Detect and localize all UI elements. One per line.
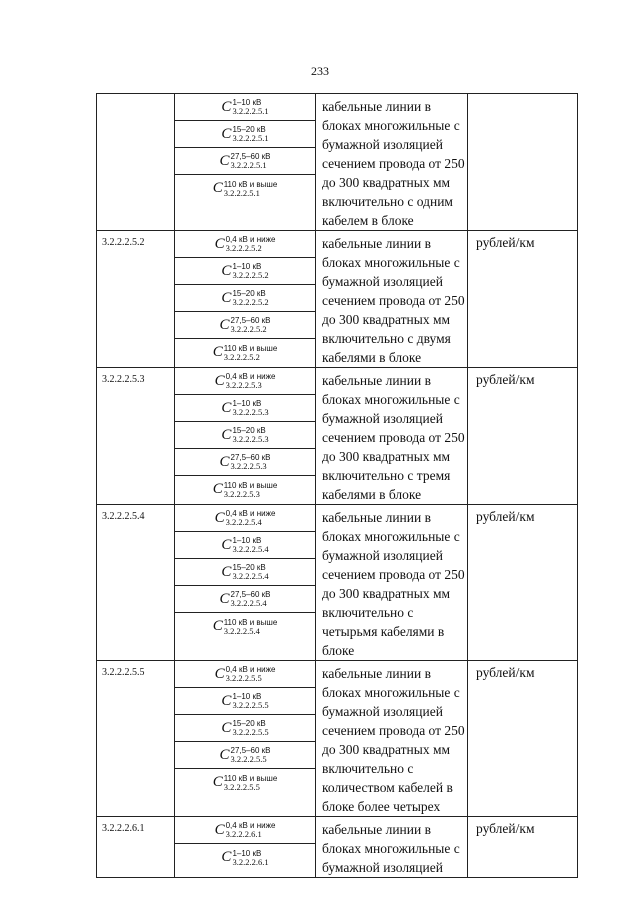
rate-symbol [213, 618, 278, 636]
row-description: кабельные линии в блоках многожильные с бумажной изоляцией сечением провода от 250 до 300 квадратных мм включительно с четырьмя кабелями в блоке [316, 505, 468, 660]
row-unit: рублей/км [476, 235, 535, 250]
designation-subrow [175, 449, 315, 476]
symbol-indices [226, 372, 276, 390]
code-subscript: 3.2.2.2.5.2 [230, 324, 267, 334]
symbol-indices [232, 849, 268, 867]
code-subscript: 3.2.2.2.5.1 [223, 187, 260, 198]
symbol-letter: C [219, 453, 230, 470]
symbol-letter: C [214, 821, 225, 838]
rate-symbol [221, 719, 268, 737]
voltage-superscript: 15–20 кВ [232, 289, 266, 298]
symbol-indices [224, 344, 278, 362]
row-code: 3.2.2.2.5.2 [97, 231, 175, 367]
designation-subrow [175, 844, 315, 871]
code-subscript: 3.2.2.2.5.3 [230, 461, 267, 471]
rate-symbol [220, 453, 271, 471]
symbol-letter: C [219, 746, 230, 763]
row-description: кабельные линии в блоках многожильные с бумажной изоляцией сечением провода от 250 до 300 квадратных мм включительно с двумя кабелями в блоке [316, 231, 468, 367]
table-row-group [96, 505, 578, 661]
designation-cell [175, 231, 316, 367]
voltage-superscript: 15–20 кВ [232, 719, 266, 728]
rate-symbol [221, 98, 268, 116]
row-unit: рублей/км [476, 665, 535, 680]
voltage-superscript: 110 кВ и выше [223, 617, 278, 627]
designation-subrow [175, 769, 315, 796]
rates-table [96, 93, 578, 878]
symbol-letter: C [212, 180, 223, 196]
rate-symbol [221, 563, 268, 581]
voltage-superscript: 27,5–60 кВ [230, 746, 271, 755]
voltage-superscript: 27,5–60 кВ [230, 453, 271, 462]
code-subscript: 3.2.2.2.5.2 [232, 297, 269, 307]
voltage-superscript: 1–10 кВ [232, 692, 262, 701]
row-description: кабельные линии в блоках многожильные с бумажной изоляцией [316, 817, 468, 877]
code-subscript: 3.2.2.2.5.5 [230, 754, 267, 764]
designation-subrow [175, 661, 315, 688]
symbol-letter: C [212, 344, 223, 360]
symbol-indices [231, 746, 271, 764]
page-number: 233 [311, 64, 329, 78]
code-subscript: 3.2.2.2.5.1 [230, 160, 267, 170]
rate-symbol [221, 536, 268, 554]
rate-symbol [215, 665, 276, 683]
designation-subrow [175, 688, 315, 715]
symbol-letter: C [214, 235, 225, 252]
symbol-indices [231, 152, 271, 170]
symbol-letter: C [212, 774, 223, 790]
symbol-letter: C [219, 152, 230, 169]
symbol-indices [224, 481, 278, 499]
voltage-superscript: 1–10 кВ [232, 536, 262, 545]
code-subscript: 3.2.2.2.5.2 [232, 270, 269, 280]
designation-cell [175, 368, 316, 504]
rate-symbol [221, 289, 268, 307]
designation-cell [175, 505, 316, 660]
code-subscript: 3.2.2.2.5.1 [232, 133, 269, 143]
table-row-group [96, 231, 578, 368]
code-subscript: 3.2.2.2.5.4 [232, 544, 269, 554]
designation-subrow [175, 148, 315, 175]
symbol-letter: C [221, 289, 232, 306]
rate-symbol [213, 774, 278, 792]
rate-symbol [221, 849, 268, 867]
voltage-superscript: 0,4 кВ и ниже [225, 509, 276, 518]
symbol-letter: C [212, 618, 223, 634]
rate-symbol [215, 235, 276, 253]
code-subscript: 3.2.2.2.5.4 [225, 517, 262, 527]
symbol-indices [232, 426, 268, 444]
voltage-superscript: 27,5–60 кВ [230, 152, 271, 161]
designation-subrow [175, 231, 315, 258]
row-unit [468, 94, 577, 230]
row-unit: рублей/км [476, 372, 535, 387]
symbol-indices [224, 180, 278, 198]
symbol-indices [224, 618, 278, 636]
symbol-indices [226, 235, 276, 253]
voltage-superscript: 110 кВ и выше [223, 343, 278, 353]
row-code: 3.2.2.2.5.5 [97, 661, 175, 816]
symbol-indices [226, 509, 276, 527]
row-code [97, 94, 175, 230]
symbol-letter: C [219, 590, 230, 607]
code-subscript: 3.2.2.2.5.4 [232, 571, 269, 581]
designation-subrow [175, 339, 315, 366]
symbol-letter: C [221, 849, 232, 865]
voltage-superscript: 27,5–60 кВ [230, 590, 271, 599]
row-code: 3.2.2.2.5.3 [97, 368, 175, 504]
symbol-indices [226, 821, 276, 839]
designation-cell [175, 94, 316, 230]
code-subscript: 3.2.2.2.5.5 [223, 781, 260, 792]
rate-symbol [215, 821, 276, 839]
rate-symbol [221, 692, 268, 710]
code-subscript: 3.2.2.2.5.5 [225, 673, 262, 683]
designation-subrow [175, 368, 315, 395]
symbol-letter: C [221, 692, 232, 709]
table-row-group [96, 661, 578, 817]
rate-symbol [221, 426, 268, 444]
code-subscript: 3.2.2.2.5.4 [230, 598, 267, 608]
designation-subrow [175, 395, 315, 422]
voltage-superscript: 1–10 кВ [232, 262, 262, 271]
row-description: кабельные линии в блоках многожильные с бумажной изоляцией сечением провода от 250 до 300 квадратных мм включительно с одним кабелем в блоке [316, 94, 468, 230]
code-subscript: 3.2.2.2.5.3 [223, 488, 260, 499]
designation-subrow [175, 505, 315, 532]
symbol-indices [232, 399, 268, 417]
code-subscript: 3.2.2.2.5.5 [232, 727, 269, 737]
symbol-indices [231, 590, 271, 608]
designation-subrow [175, 817, 315, 844]
symbol-letter: C [221, 125, 232, 142]
voltage-superscript: 110 кВ и выше [223, 179, 278, 189]
symbol-letter: C [221, 98, 232, 115]
symbol-letter: C [219, 316, 230, 333]
rate-symbol [221, 262, 268, 280]
code-subscript: 3.2.2.2.5.1 [232, 106, 269, 116]
designation-subrow [175, 121, 315, 148]
voltage-superscript: 15–20 кВ [232, 426, 266, 435]
row-unit: рублей/км [476, 509, 535, 524]
voltage-superscript: 15–20 кВ [232, 563, 266, 572]
voltage-superscript: 110 кВ и выше [223, 480, 278, 490]
voltage-superscript: 0,4 кВ и ниже [225, 665, 276, 674]
code-subscript: 3.2.2.2.5.2 [223, 351, 260, 362]
rate-symbol [220, 152, 271, 170]
table-row-group [96, 368, 578, 505]
rate-symbol [220, 316, 271, 334]
symbol-indices [232, 98, 268, 116]
designation-cell [175, 661, 316, 816]
designation-cell [175, 817, 316, 877]
designation-subrow [175, 312, 315, 339]
voltage-superscript: 27,5–60 кВ [230, 316, 271, 325]
voltage-superscript: 1–10 кВ [232, 98, 262, 107]
designation-subrow [175, 94, 315, 121]
voltage-superscript: 0,4 кВ и ниже [225, 372, 276, 381]
rate-symbol [220, 590, 271, 608]
symbol-indices [226, 665, 276, 683]
symbol-indices [232, 289, 268, 307]
row-unit: рублей/км [476, 821, 535, 836]
designation-subrow [175, 476, 315, 503]
symbol-indices [231, 316, 271, 334]
voltage-superscript: 1–10 кВ [232, 399, 262, 408]
code-subscript: 3.2.2.2.5.3 [232, 407, 269, 417]
symbol-letter: C [221, 262, 232, 279]
symbol-indices [224, 774, 278, 792]
code-subscript: 3.2.2.2.5.3 [232, 434, 269, 444]
symbol-indices [232, 125, 268, 143]
rate-symbol [213, 344, 278, 362]
rate-symbol [215, 509, 276, 527]
designation-subrow [175, 586, 315, 613]
row-description: кабельные линии в блоках многожильные с бумажной изоляцией сечением провода от 250 до 300 квадратных мм включительно с количеством кабелей в блоке более четырех [316, 661, 468, 816]
voltage-superscript: 1–10 кВ [232, 848, 262, 858]
voltage-superscript: 110 кВ и выше [223, 773, 278, 783]
designation-subrow [175, 742, 315, 769]
designation-subrow [175, 559, 315, 586]
designation-subrow [175, 715, 315, 742]
designation-subrow [175, 613, 315, 640]
code-subscript: 3.2.2.2.6.1 [232, 856, 269, 867]
rate-symbol [213, 180, 278, 198]
symbol-letter: C [221, 399, 232, 416]
designation-subrow [175, 422, 315, 449]
rate-symbol [215, 372, 276, 390]
voltage-superscript: 15–20 кВ [232, 125, 266, 134]
symbol-letter: C [221, 719, 232, 736]
row-code: 3.2.2.2.6.1 [97, 817, 175, 877]
designation-subrow [175, 285, 315, 312]
symbol-letter: C [214, 665, 225, 682]
symbol-letter: C [221, 563, 232, 580]
code-subscript: 3.2.2.2.5.2 [225, 243, 262, 253]
row-description: кабельные линии в блоках многожильные с бумажной изоляцией сечением провода от 250 до 300 квадратных мм включительно с тремя кабелями в блоке [316, 368, 468, 504]
table-row-group [96, 817, 578, 878]
symbol-indices [232, 563, 268, 581]
symbol-indices [232, 692, 268, 710]
code-subscript: 3.2.2.2.6.1 [225, 829, 262, 839]
symbol-indices [232, 536, 268, 554]
designation-subrow [175, 532, 315, 559]
rate-symbol [213, 481, 278, 499]
symbol-letter: C [221, 536, 232, 553]
code-subscript: 3.2.2.2.5.5 [232, 700, 269, 710]
voltage-superscript: 0,4 кВ и ниже [225, 821, 276, 830]
row-code: 3.2.2.2.5.4 [97, 505, 175, 660]
voltage-superscript: 0,4 кВ и ниже [225, 235, 276, 244]
designation-subrow [175, 175, 315, 202]
symbol-letter: C [221, 426, 232, 443]
symbol-indices [231, 453, 271, 471]
symbol-letter: C [212, 481, 223, 497]
rate-symbol [221, 125, 268, 143]
rate-symbol [221, 399, 268, 417]
table-row-group [96, 93, 578, 231]
designation-subrow [175, 258, 315, 285]
symbol-indices [232, 719, 268, 737]
code-subscript: 3.2.2.2.5.3 [225, 380, 262, 390]
symbol-letter: C [214, 509, 225, 526]
rate-symbol [220, 746, 271, 764]
symbol-indices [232, 262, 268, 280]
code-subscript: 3.2.2.2.5.4 [223, 625, 260, 636]
symbol-letter: C [214, 372, 225, 389]
